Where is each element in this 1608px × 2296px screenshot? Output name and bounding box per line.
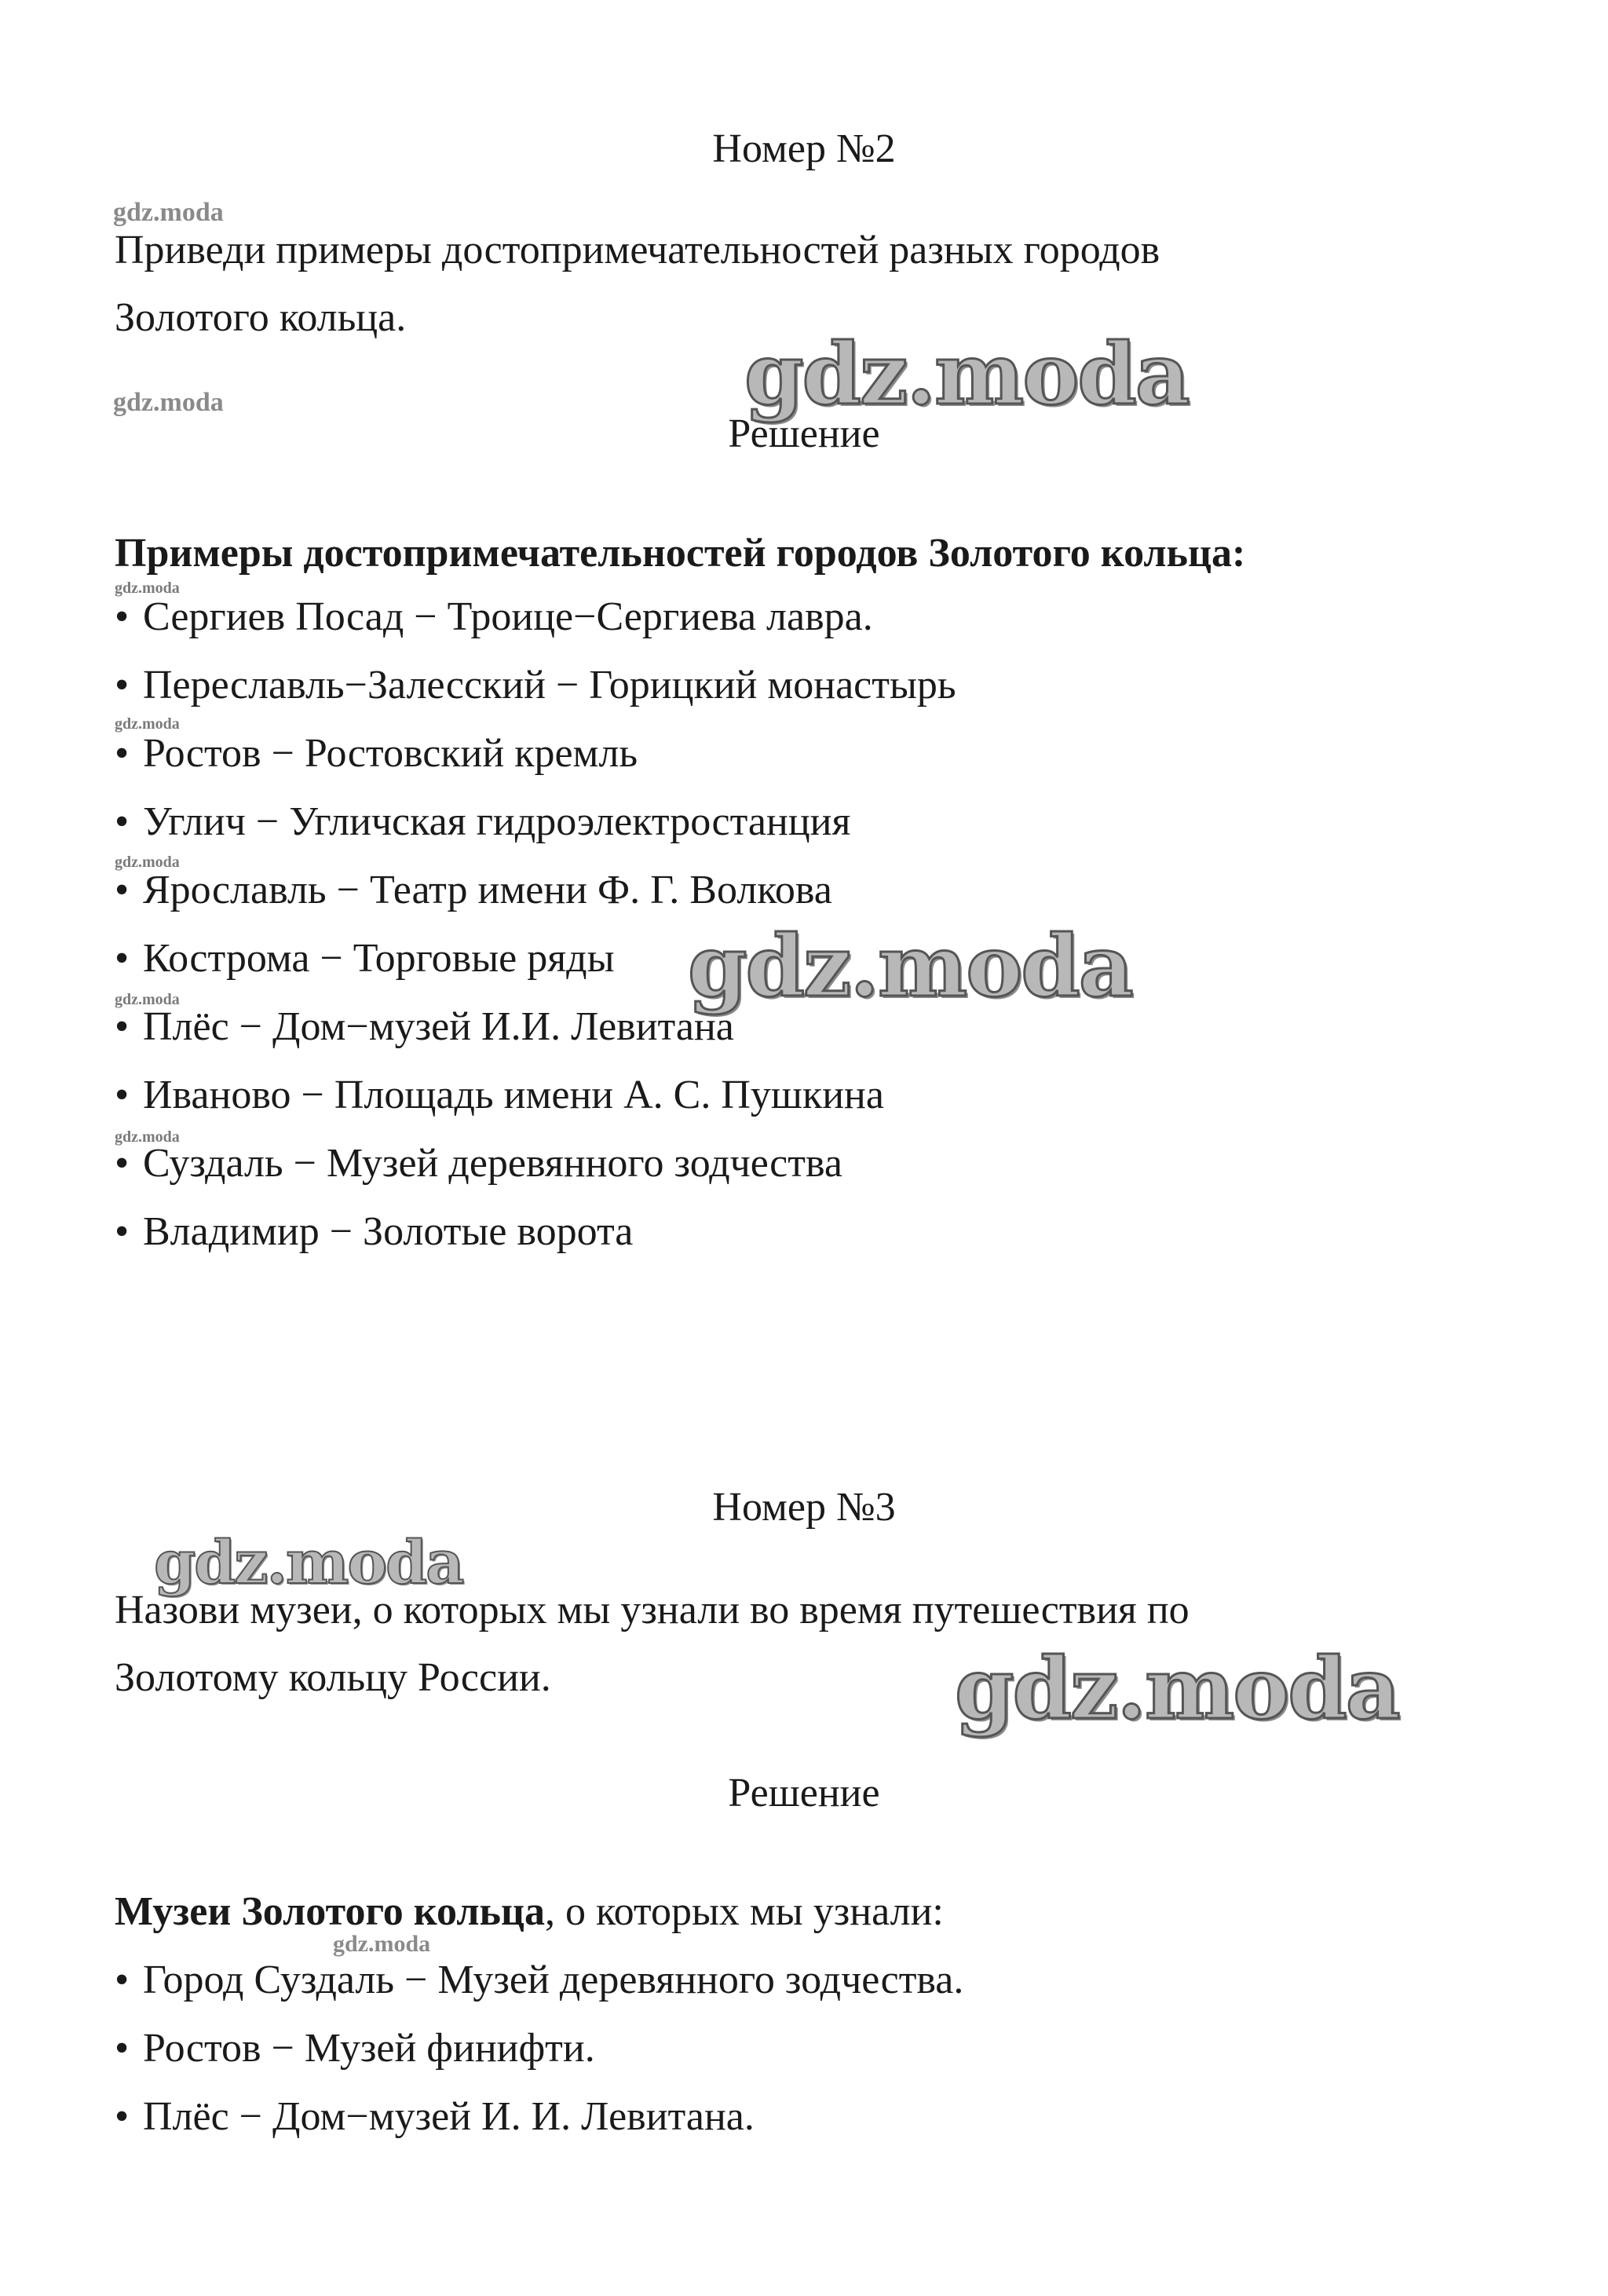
list-item-text: Плёс − Дом−музей И. И. Левитана. <box>143 2094 755 2139</box>
section-3-solution-label: Решение <box>728 1771 880 1815</box>
bullet-marker: • <box>115 1004 130 1049</box>
list-item-text: Город Суздаль − Музей деревянного зодчества. <box>143 1958 964 2002</box>
watermark-tiny: gdz.moda <box>115 854 180 871</box>
section-3-heading: Номер №3 <box>712 1485 896 1530</box>
list-item-text: Владимир − Золотые ворота <box>143 1209 634 1254</box>
list-item-text: Суздаль − Музей деревянного зодчества <box>143 1141 842 1186</box>
watermark-small: gdz.moda <box>333 1931 431 1957</box>
section-3-list-title-bold: Музеи Золотого кольца <box>115 1889 545 1934</box>
list-item <box>115 2014 1528 2082</box>
list-item-text: Углич − Угличская гидроэлектростанция <box>143 799 851 844</box>
watermark-medium: gdz.moda <box>154 1527 463 1597</box>
list-item <box>115 583 1528 651</box>
list-item <box>115 651 1528 719</box>
list-item-text: Ростов − Ростовский кремль <box>143 731 638 776</box>
list-item <box>115 2082 1528 2151</box>
bullet-marker: • <box>115 663 130 707</box>
watermark-large: gdz.moda <box>955 1640 1399 1738</box>
bullet-marker: • <box>115 799 130 844</box>
bullet-marker: • <box>115 1141 130 1186</box>
bullet-marker: • <box>115 731 130 776</box>
bullet-marker: • <box>115 1073 130 1117</box>
section-2-heading: Номер №2 <box>712 126 896 171</box>
bullet-marker: • <box>115 936 130 981</box>
watermark-large: gdz.moda <box>688 917 1132 1016</box>
section-3-museums-list <box>115 1946 1528 2151</box>
watermark-small: gdz.moda <box>113 388 224 417</box>
watermark-tiny: gdz.moda <box>115 1128 180 1146</box>
bullet-marker: • <box>115 594 130 639</box>
list-item-text: Сергиев Посад − Троице−Сергиева лавра. <box>143 594 873 639</box>
watermark-tiny: gdz.moda <box>115 715 180 733</box>
section-2-list-title-text: Примеры достопримечательностей городов Золотого кольца: <box>115 531 1246 576</box>
section-3-task-line-2: Золотому кольцу России. <box>115 1655 551 1700</box>
list-item-text: Ростов − Музей финифти. <box>143 2026 595 2071</box>
list-item-text: Кострома − Торговые ряды <box>143 936 615 981</box>
watermark-large: gdz.moda <box>744 325 1189 424</box>
watermark-small: gdz.moda <box>113 198 224 227</box>
list-item <box>115 1197 1528 1266</box>
list-item-text: Плёс − Дом−музей И.И. Левитана <box>143 1004 734 1049</box>
section-2-solution-label: Решение <box>728 411 880 456</box>
list-item-text: Переславль−Залесский − Горицкий монастырь <box>143 663 956 707</box>
bullet-marker: • <box>115 2094 130 2139</box>
section-3-task-line-1: Назови музеи, о которых мы узнали во время путешествия по <box>115 1588 1190 1632</box>
section-3-list-title-rest: , о которых мы узнали: <box>544 1889 944 1934</box>
list-item <box>115 788 1528 856</box>
list-item <box>115 1061 1528 1129</box>
bullet-marker: • <box>115 2026 130 2071</box>
bullet-marker: • <box>115 868 130 912</box>
section-3-list-title <box>115 1888 1528 1936</box>
list-item-text: Ярославль − Театр имени Ф. Г. Волкова <box>143 868 832 912</box>
list-item-text: Иваново − Площадь имени А. С. Пушкина <box>143 1073 884 1117</box>
section-2-list-title <box>115 530 1528 577</box>
watermark-tiny: gdz.moda <box>115 991 180 1008</box>
bullet-marker: • <box>115 1209 130 1254</box>
section-2-task-line-1: Приведи примеры достопримечательностей разных городов <box>115 228 1160 272</box>
list-item <box>115 856 1528 924</box>
list-item <box>115 1129 1528 1197</box>
watermark-tiny: gdz.moda <box>115 579 180 597</box>
section-2-task-line-2: Золотого кольца. <box>115 295 407 340</box>
list-item <box>115 1946 1528 2014</box>
list-item <box>115 719 1528 788</box>
bullet-marker: • <box>115 1958 130 2002</box>
